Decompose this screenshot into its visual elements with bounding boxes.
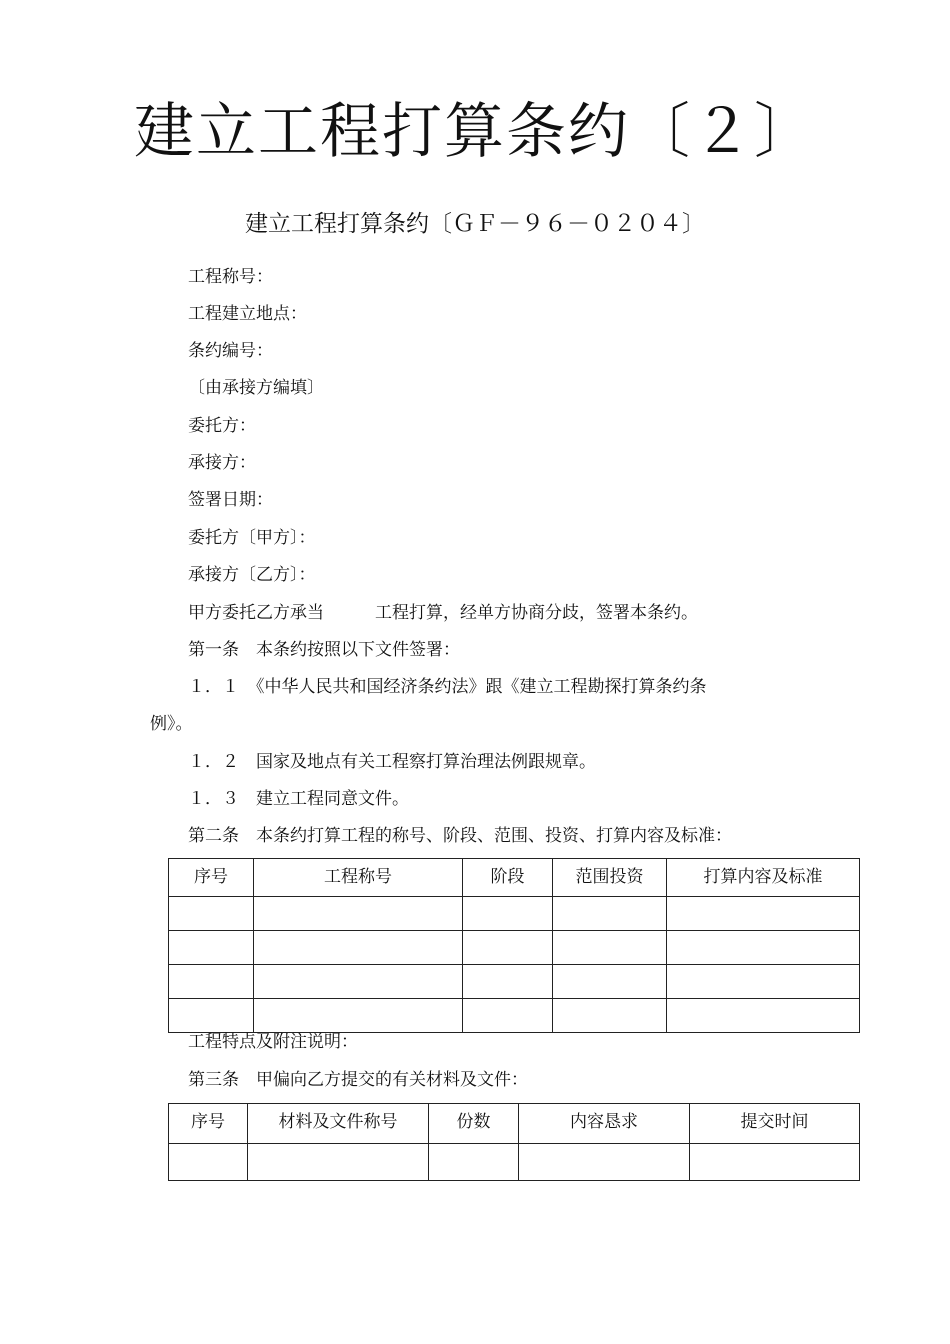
table-cell <box>169 1144 248 1181</box>
table-cell <box>429 1144 519 1181</box>
field-sign-date: 签署日期： <box>188 490 273 510</box>
column-header: 阶段 <box>463 859 553 897</box>
table-cell <box>553 965 667 999</box>
table-header-row <box>169 859 860 897</box>
field-project-location: 工程建立地点： <box>188 304 307 324</box>
article-1-item-2: １．２ 国家及地点有关工程察打算治理法例跟规章。 <box>188 752 596 772</box>
column-header: 内容恳求 <box>519 1104 690 1144</box>
table-cell <box>519 1144 690 1181</box>
column-header: 工程称号 <box>254 859 463 897</box>
article-1-item-3: １．３ 建立工程同意文件。 <box>188 789 409 809</box>
table-row <box>169 1144 860 1181</box>
column-header: 提交时间 <box>690 1104 860 1144</box>
table-header-row <box>169 1104 860 1144</box>
table-cell <box>254 931 463 965</box>
table-cell <box>667 897 860 931</box>
table-cell <box>667 999 860 1033</box>
table-cell <box>169 965 254 999</box>
table-cell <box>254 965 463 999</box>
intro-paragraph: 甲方委托乙方承当 工程打算，经单方协商分歧，签署本条约。 <box>188 603 698 623</box>
article-1-item-1-continued: 例》。 <box>150 714 193 734</box>
table-cell <box>667 965 860 999</box>
project-table <box>168 858 860 1033</box>
field-contract-number: 条约编号： <box>188 341 273 361</box>
table-cell <box>553 931 667 965</box>
table-cell <box>553 999 667 1033</box>
article-1-heading: 第一条 本条约按照以下文件签署： <box>188 640 460 660</box>
materials-table <box>168 1103 860 1181</box>
table-row <box>169 897 860 931</box>
field-project-name: 工程称号： <box>188 267 273 287</box>
table-row <box>169 965 860 999</box>
table-row <box>169 931 860 965</box>
table-cell <box>690 1144 860 1181</box>
table-cell <box>254 897 463 931</box>
article-3-heading: 第三条 甲偏向乙方提交的有关材料及文件： <box>188 1070 528 1090</box>
table-cell <box>463 999 553 1033</box>
document-subtitle: 建立工程打算条约〔ＧＦ－９６－０２０４〕 <box>245 211 705 237</box>
project-notes-label: 工程特点及附注说明： <box>188 1032 358 1052</box>
table-cell <box>667 931 860 965</box>
column-header: 序号 <box>169 859 254 897</box>
table-cell <box>463 965 553 999</box>
table-cell <box>248 1144 429 1181</box>
column-header: 序号 <box>169 1104 248 1144</box>
article-2-heading: 第二条 本条约打算工程的称号、阶段、范围、投资、打算内容及标准： <box>188 826 732 846</box>
table-row <box>169 999 860 1033</box>
article-1-item-1: １．１ 《中华人民共和国经济条约法》跟《建立工程勘探打算条约条 <box>188 677 707 697</box>
table-cell <box>463 931 553 965</box>
field-contract-number-note: 〔由承接方编填〕 <box>188 378 324 398</box>
document-title: 建立工程打算条约〔２〕 <box>134 97 816 167</box>
table-cell <box>553 897 667 931</box>
field-party-a: 委托方〔甲方〕： <box>188 528 316 548</box>
table-cell <box>463 897 553 931</box>
table-cell <box>169 897 254 931</box>
field-client: 委托方： <box>188 416 256 436</box>
field-party-b: 承接方〔乙方〕： <box>188 565 316 585</box>
table-cell <box>169 999 254 1033</box>
column-header: 范围投资 <box>553 859 667 897</box>
field-contractor: 承接方： <box>188 453 256 473</box>
column-header: 材料及文件称号 <box>248 1104 429 1144</box>
table-cell <box>254 999 463 1033</box>
table-cell <box>169 931 254 965</box>
column-header: 打算内容及标准 <box>667 859 860 897</box>
column-header: 份数 <box>429 1104 519 1144</box>
